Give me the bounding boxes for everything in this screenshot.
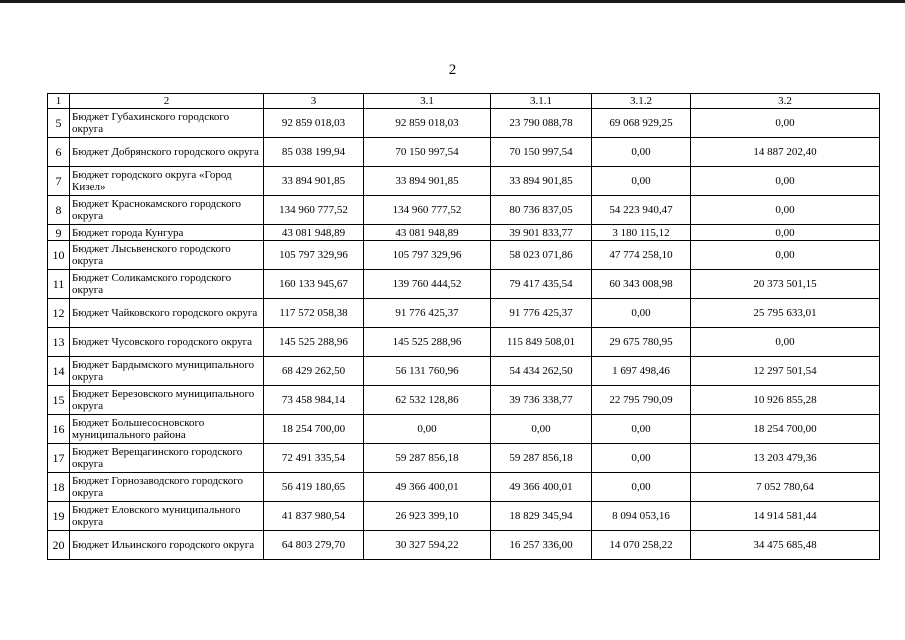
value-col-3-1-1: 79 417 435,54 [491, 270, 592, 299]
value-col-3-1: 62 532 128,86 [364, 386, 491, 415]
value-col-3: 41 837 980,54 [264, 502, 364, 531]
value-col-3-1: 139 760 444,52 [364, 270, 491, 299]
value-col-3-1-1: 115 849 508,01 [491, 328, 592, 357]
budget-name: Бюджет Соликамского городского округа [70, 270, 264, 299]
header-col-3: 3 [264, 94, 364, 109]
value-col-3-1: 92 859 018,03 [364, 109, 491, 138]
header-col-2: 2 [70, 94, 264, 109]
value-col-3-1-1: 91 776 425,37 [491, 299, 592, 328]
budget-name: Бюджет Еловского муниципального округа [70, 502, 264, 531]
value-col-3: 134 960 777,52 [264, 196, 364, 225]
row-number: 17 [48, 444, 70, 473]
value-col-3: 43 081 948,89 [264, 225, 364, 241]
value-col-3-1-1: 80 736 837,05 [491, 196, 592, 225]
value-col-3-1-2: 54 223 940,47 [592, 196, 691, 225]
value-col-3: 160 133 945,67 [264, 270, 364, 299]
value-col-3-1: 70 150 997,54 [364, 138, 491, 167]
budget-name: Бюджет Чайковского городского округа [70, 299, 264, 328]
budget-name: Бюджет Ильинского городского округа [70, 531, 264, 560]
value-col-3-2: 7 052 780,64 [691, 473, 880, 502]
value-col-3-2: 14 914 581,44 [691, 502, 880, 531]
value-col-3: 73 458 984,14 [264, 386, 364, 415]
budget-name: Бюджет Верещагинского городского округа [70, 444, 264, 473]
table-row [48, 415, 880, 444]
value-col-3-2: 0,00 [691, 196, 880, 225]
value-col-3-1: 91 776 425,37 [364, 299, 491, 328]
row-number: 14 [48, 357, 70, 386]
value-col-3-1-1: 18 829 345,94 [491, 502, 592, 531]
value-col-3: 72 491 335,54 [264, 444, 364, 473]
row-number: 10 [48, 241, 70, 270]
value-col-3: 68 429 262,50 [264, 357, 364, 386]
value-col-3-2: 25 795 633,01 [691, 299, 880, 328]
value-col-3-1-2: 8 094 053,16 [592, 502, 691, 531]
row-number: 16 [48, 415, 70, 444]
value-col-3-2: 0,00 [691, 109, 880, 138]
table-row [48, 473, 880, 502]
value-col-3-1: 0,00 [364, 415, 491, 444]
value-col-3-1-1: 58 023 071,86 [491, 241, 592, 270]
row-number: 15 [48, 386, 70, 415]
value-col-3-1-2: 0,00 [592, 473, 691, 502]
row-number: 12 [48, 299, 70, 328]
table-row [48, 109, 880, 138]
header-col-3-2: 3.2 [691, 94, 880, 109]
table-row [48, 138, 880, 167]
value-col-3-1-1: 16 257 336,00 [491, 531, 592, 560]
table-row [48, 167, 880, 196]
value-col-3-1-1: 39 901 833,77 [491, 225, 592, 241]
value-col-3-1-2: 0,00 [592, 444, 691, 473]
value-col-3-1: 145 525 288,96 [364, 328, 491, 357]
value-col-3-2: 10 926 855,28 [691, 386, 880, 415]
budget-name: Бюджет Горнозаводского городского округа [70, 473, 264, 502]
value-col-3: 92 859 018,03 [264, 109, 364, 138]
value-col-3-1-1: 54 434 262,50 [491, 357, 592, 386]
value-col-3-1-2: 0,00 [592, 415, 691, 444]
value-col-3-1: 26 923 399,10 [364, 502, 491, 531]
value-col-3-1: 134 960 777,52 [364, 196, 491, 225]
table-row [48, 357, 880, 386]
page-top-edge [0, 0, 905, 3]
budget-name: Бюджет Лысьвенского городского округа [70, 241, 264, 270]
budget-name: Бюджет города Кунгура [70, 225, 264, 241]
table-row [48, 444, 880, 473]
row-number: 9 [48, 225, 70, 241]
value-col-3: 33 894 901,85 [264, 167, 364, 196]
value-col-3-1: 56 131 760,96 [364, 357, 491, 386]
value-col-3-1-2: 22 795 790,09 [592, 386, 691, 415]
value-col-3-1-2: 47 774 258,10 [592, 241, 691, 270]
value-col-3-1-2: 69 068 929,25 [592, 109, 691, 138]
page-number: 2 [448, 62, 457, 78]
budget-name: Бюджет городского округа «Город Кизел» [70, 167, 264, 196]
value-col-3-2: 0,00 [691, 241, 880, 270]
value-col-3: 145 525 288,96 [264, 328, 364, 357]
table-row [48, 299, 880, 328]
value-col-3: 85 038 199,94 [264, 138, 364, 167]
budget-table [47, 93, 880, 560]
value-col-3-1: 59 287 856,18 [364, 444, 491, 473]
value-col-3-1-2: 0,00 [592, 299, 691, 328]
budget-name: Бюджет Большесосновского муниципального района [70, 415, 264, 444]
value-col-3-1-2: 60 343 008,98 [592, 270, 691, 299]
value-col-3: 117 572 058,38 [264, 299, 364, 328]
value-col-3-1: 30 327 594,22 [364, 531, 491, 560]
row-number: 18 [48, 473, 70, 502]
value-col-3-1-1: 0,00 [491, 415, 592, 444]
value-col-3-1-2: 29 675 780,95 [592, 328, 691, 357]
table-header-row [48, 94, 880, 109]
table-row [48, 502, 880, 531]
row-number: 8 [48, 196, 70, 225]
value-col-3-1-2: 14 070 258,22 [592, 531, 691, 560]
value-col-3-1-2: 0,00 [592, 138, 691, 167]
budget-name: Бюджет Добрянского городского округа [70, 138, 264, 167]
value-col-3: 64 803 279,70 [264, 531, 364, 560]
value-col-3: 18 254 700,00 [264, 415, 364, 444]
table-row [48, 196, 880, 225]
value-col-3-2: 0,00 [691, 328, 880, 357]
value-col-3: 105 797 329,96 [264, 241, 364, 270]
value-col-3-2: 14 887 202,40 [691, 138, 880, 167]
budget-name: Бюджет Бардымского муниципального округа [70, 357, 264, 386]
budget-name: Бюджет Губахинского городского округа [70, 109, 264, 138]
value-col-3-2: 12 297 501,54 [691, 357, 880, 386]
row-number: 11 [48, 270, 70, 299]
row-number: 7 [48, 167, 70, 196]
header-col-1: 1 [48, 94, 70, 109]
row-number: 6 [48, 138, 70, 167]
value-col-3-1: 105 797 329,96 [364, 241, 491, 270]
table-row [48, 386, 880, 415]
value-col-3-2: 34 475 685,48 [691, 531, 880, 560]
budget-name: Бюджет Березовского муниципального округа [70, 386, 264, 415]
value-col-3-1-2: 0,00 [592, 167, 691, 196]
value-col-3-1-2: 1 697 498,46 [592, 357, 691, 386]
value-col-3-1: 49 366 400,01 [364, 473, 491, 502]
value-col-3-2: 0,00 [691, 167, 880, 196]
header-col-3-1-2: 3.1.2 [592, 94, 691, 109]
header-col-3-1: 3.1 [364, 94, 491, 109]
table-row [48, 270, 880, 299]
value-col-3: 56 419 180,65 [264, 473, 364, 502]
value-col-3-1-2: 3 180 115,12 [592, 225, 691, 241]
value-col-3-1-1: 23 790 088,78 [491, 109, 592, 138]
table-row [48, 328, 880, 357]
value-col-3-1-1: 49 366 400,01 [491, 473, 592, 502]
header-col-3-1-1: 3.1.1 [491, 94, 592, 109]
row-number: 19 [48, 502, 70, 531]
budget-name: Бюджет Чусовского городского округа [70, 328, 264, 357]
value-col-3-1-1: 39 736 338,77 [491, 386, 592, 415]
table-row [48, 225, 880, 241]
row-number: 5 [48, 109, 70, 138]
table-row [48, 241, 880, 270]
value-col-3-2: 13 203 479,36 [691, 444, 880, 473]
table-row [48, 531, 880, 560]
value-col-3-2: 18 254 700,00 [691, 415, 880, 444]
budget-name: Бюджет Краснокамского городского округа [70, 196, 264, 225]
value-col-3-2: 0,00 [691, 225, 880, 241]
value-col-3-1: 33 894 901,85 [364, 167, 491, 196]
value-col-3-1: 43 081 948,89 [364, 225, 491, 241]
value-col-3-1-1: 70 150 997,54 [491, 138, 592, 167]
value-col-3-1-1: 33 894 901,85 [491, 167, 592, 196]
value-col-3-2: 20 373 501,15 [691, 270, 880, 299]
value-col-3-1-1: 59 287 856,18 [491, 444, 592, 473]
row-number: 20 [48, 531, 70, 560]
row-number: 13 [48, 328, 70, 357]
